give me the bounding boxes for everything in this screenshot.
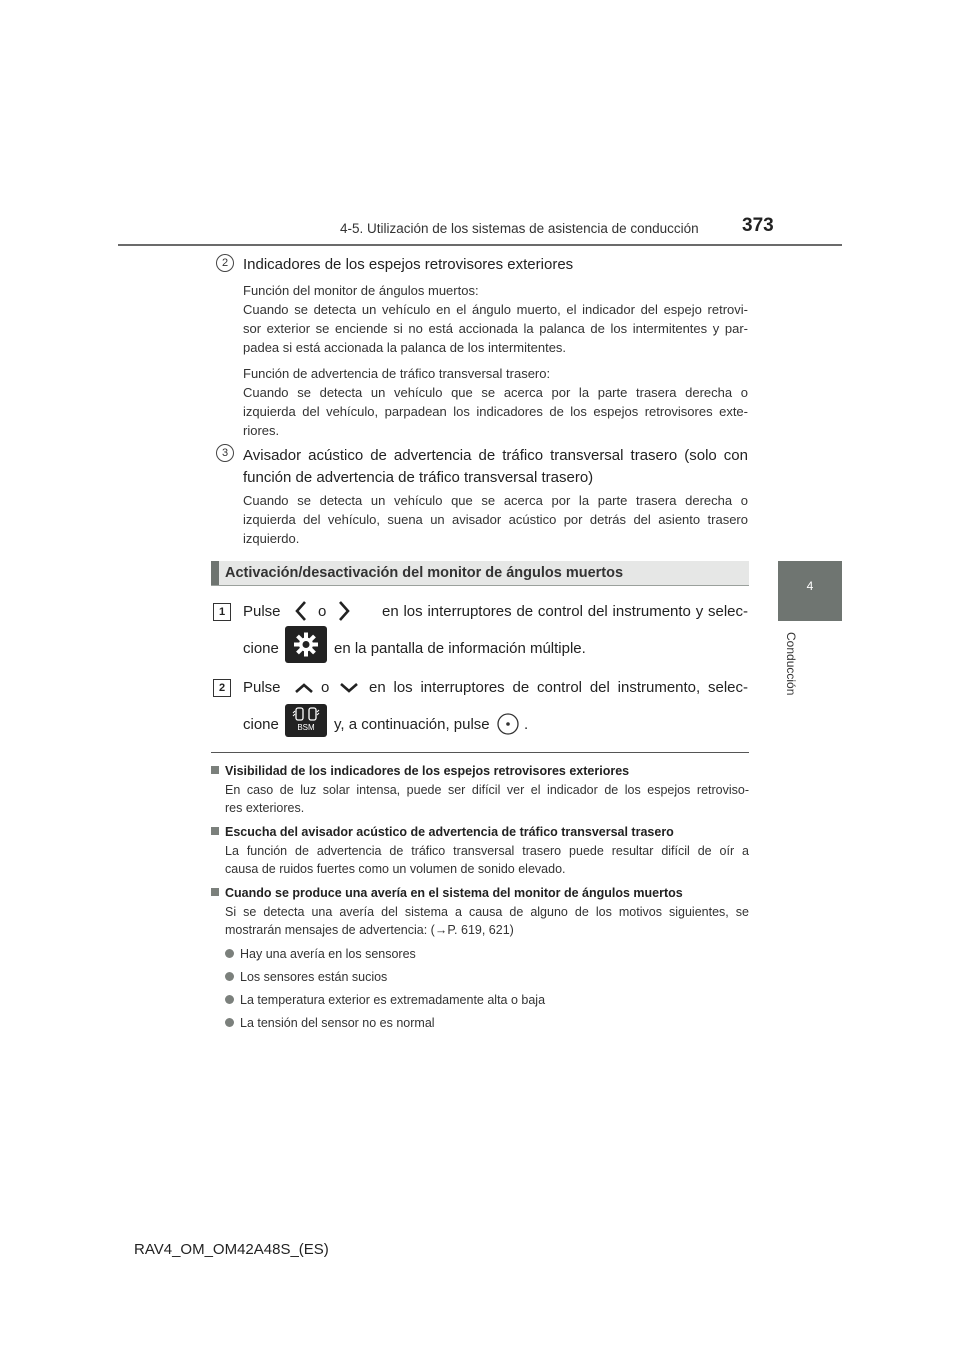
text-line: Cuando se detecta un vehículo que se acerca por la parte trasera derecha o (243, 493, 748, 508)
title-line: función de advertencia de tráfico transversal trasero) (243, 469, 594, 486)
bullet-dot-icon (225, 949, 234, 958)
chapter-label: Conducción (784, 632, 798, 696)
gear-icon (285, 626, 327, 663)
text-line: izquierdo. (243, 531, 300, 546)
note-line: causa de ruidos fuertes como un volumen de sonido elevado. (225, 862, 566, 876)
text-line: sor exterior se enciende si no está accionada la palanca de los intermitentes y par- (243, 321, 748, 336)
item-description (243, 491, 748, 548)
step-text: cione (243, 716, 279, 733)
note (211, 764, 751, 817)
document-code: RAV4_OM_OM42A48S_(ES) (134, 1241, 329, 1258)
square-bullet-icon (211, 888, 219, 896)
chevron-left-icon (294, 600, 308, 622)
step-text: Pulse (243, 603, 281, 620)
note-line: Si se detecta una avería del sistema a causa de alguno de los motivos siguientes, se (225, 905, 749, 919)
heading-stripe (211, 561, 219, 585)
note (211, 886, 751, 1032)
bullet-item: Hay una avería en los sensores (240, 947, 416, 961)
header-section-title: 4-5. Utilización de los sistemas de asistencia de conducción (340, 221, 699, 236)
note-title: Visibilidad de los indicadores de los espejos retrovisores exteriores (225, 764, 630, 778)
item-title (243, 445, 748, 489)
text-line: padea si está accionada la palanca de los intermitentes. (243, 340, 567, 355)
step-number-2: 2 (213, 679, 231, 697)
item-number-2: 2 (216, 254, 234, 272)
square-bullet-icon (211, 827, 219, 835)
note-title: Escucha del avisador acústico de advertencia de tráfico transversal trasero (225, 825, 674, 839)
enter-button-icon (496, 712, 520, 736)
text-line: izquierda del vehículo, suena un avisador acústico por detrás del asiento trasero (243, 512, 748, 527)
item-number-3: 3 (216, 444, 234, 462)
note-line: mostrarán mensajes de advertencia: (→P. 619, 621) (225, 923, 514, 937)
header-rule (118, 244, 842, 246)
step-text: Pulse (243, 679, 281, 696)
square-bullet-icon (211, 766, 219, 774)
note-line: res exteriores. (225, 801, 305, 815)
bullet-item: La tensión del sensor no es normal (240, 1016, 435, 1030)
notes-divider (211, 752, 749, 753)
section-heading-text: Activación/desactivación del monitor de ángulos muertos (225, 565, 624, 581)
step-text: o (318, 603, 327, 620)
text-line: Cuando se detecta un vehículo que se acerca por la parte trasera derecha o (243, 385, 748, 400)
bsm-label: BSM (297, 723, 315, 732)
text-line: Función de advertencia de tráfico transversal trasero: (243, 366, 551, 381)
note-line: La función de advertencia de tráfico transversal trasero puede resultar difícil de oír a (225, 844, 749, 858)
step-text: cione (243, 640, 279, 657)
note-title: Cuando se produce una avería en el sistema del monitor de ángulos muertos (225, 886, 683, 900)
bsm-icon (285, 704, 327, 737)
text-line: Función del monitor de ángulos muertos: (243, 283, 479, 298)
text-line: izquierda del vehículo, parpadean los indicadores de los espejos retrovisores exte- (243, 404, 748, 419)
bullet-dot-icon (225, 972, 234, 981)
step-text: en la pantalla de información múltiple. (334, 640, 586, 657)
text-line: Cuando se detecta un vehículo en el ángulo muerto, el indicador del espejo retrovi- (243, 302, 748, 317)
step-text: o (321, 679, 330, 696)
bullet-item: La temperatura exterior es extremadamente alta o baja (240, 993, 546, 1007)
chapter-label-container (784, 632, 804, 712)
bullet-dot-icon (225, 1018, 234, 1027)
chevron-up-icon (294, 682, 314, 694)
step-text: . (524, 716, 529, 733)
chevron-down-icon (339, 682, 359, 694)
step-text: en los interruptores de control del instrumento y selec- (382, 603, 748, 620)
note (211, 825, 751, 878)
item-description (243, 281, 748, 440)
section-heading (211, 561, 749, 586)
page-number: 373 (742, 215, 774, 236)
chapter-tab (778, 561, 842, 621)
item-title: Indicadores de los espejos retrovisores exteriores (243, 256, 574, 273)
step-text: en los interruptores de control del instrumento, selec- (369, 679, 748, 696)
note-line: En caso de luz solar intensa, puede ser difícil ver el indicador de los espejos retroviso- (225, 783, 749, 797)
text-line: riores. (243, 423, 280, 438)
step-number-1: 1 (213, 603, 231, 621)
chapter-number: 4 (806, 579, 814, 593)
step-text: y, a continuación, pulse (334, 716, 490, 733)
bullet-dot-icon (225, 995, 234, 1004)
title-line: Avisador acústico de advertencia de tráfico transversal trasero (solo con (243, 447, 748, 464)
bullet-item: Los sensores están sucios (240, 970, 388, 984)
chevron-right-icon (337, 600, 351, 622)
